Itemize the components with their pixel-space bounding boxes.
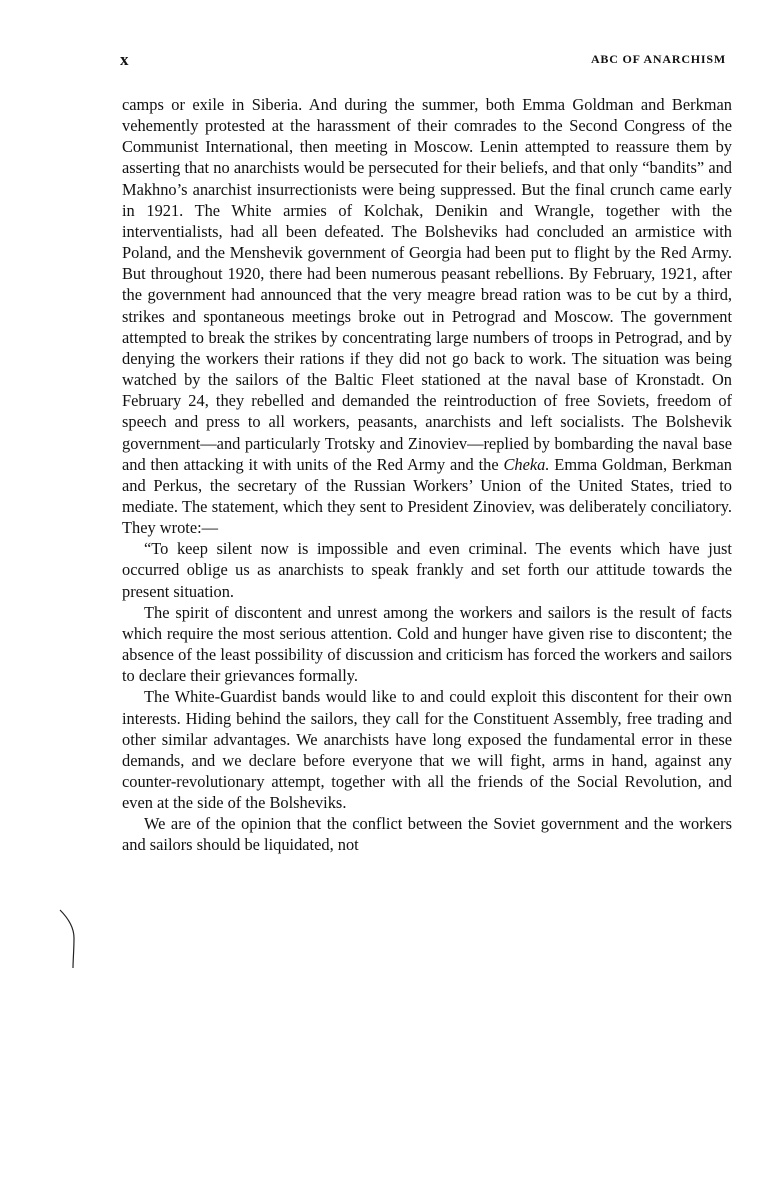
- paragraph-narrative: [122, 94, 732, 538]
- running-header: [120, 50, 726, 72]
- paragraph-text: camps or exile in Siberia. And during the summer, both Emma Goldman and Berkman vehemently protested at the harassment of their comrades to the Second Congress of the Communist International, then meeting in Moscow. Lenin attempted to reassure them by asserting that no anarchists would be persecuted for their beliefs, and that only “bandits” and Makhno’s anarchist insurrectionists were being suppressed. But the final crunch came early in 1921. The White armies of Kolchak, Denikin and Wrangle, together with the interventialists, had all been defeated. The Bolsheviks had concluded an armistice with Poland, and the Menshevik government of Georgia had been put to flight by the Red Army. But throughout 1920, there had been numerous peasant rebellions. By February, 1921, after the government had announced that the very meagre bread ration was to be cut by a third, strikes and spontaneous meetings broke out in Petrograd and Moscow. The government attempted to break the strikes by concentrating large numbers of troops in Petrograd, and by denying the workers their rations if they did not go back to work. The situation was being watched by the sailors of the Baltic Fleet stationed at the naval base of Kronstadt. On February 24, they rebelled and demanded the reintroduction of free Soviets, freedom of speech and press to all workers, peasants, anarchists and left socialists. The Bolshevik government—and particularly Trotsky and Zinoviev—replied by bombarding the naval base and then attacking it with units of the Red Army and the: [122, 95, 732, 474]
- paragraph-text-continued: Emma Goldman, Berkman and Perkus, the secretary of the Russian Workers’ Union of the United States, tried to mediate. The statement, which they sent to President Zinoviev, was deliberately conciliatory. They wrote:—: [122, 454, 732, 538]
- body-text: [122, 94, 732, 856]
- quote-paragraph-2: The spirit of discontent and unrest among the workers and sailors is the result of facts which require the most serious attention. Cold and hunger have given rise to discontent; the absence of the least possibility of discussion and criticism has forced the workers and sailors to declare their grievances formally.: [122, 602, 732, 686]
- running-title: ABC OF ANARCHISM: [590, 52, 726, 66]
- page-number: x: [120, 50, 129, 69]
- quote-paragraph-4: We are of the opinion that the conflict between the Soviet government and the workers and sailors should be liquidated, not: [122, 814, 732, 855]
- italic-term: Cheka.: [503, 454, 550, 474]
- margin-pencil-mark: [56, 908, 80, 970]
- quote-paragraph-3: The White-Guardist bands would like to and could exploit this discontent for their own interests. Hiding behind the sailors, they call for the Constituent Assembly, free trading and other similar advantages. We anarchists have long exposed the fundamental error in these demands, and we declare before everyone that we will fight, arms in hand, against any counter-revolutionary attempt, together with all the friends of the Social Revolution, and even at the side of the Bolsheviks.: [122, 687, 732, 813]
- quote-paragraph-1: “To keep silent now is impossible and even criminal. The events which have just occurred oblige us as anarchists to speak frankly and set forth our attitude towards the present situation.: [122, 539, 732, 601]
